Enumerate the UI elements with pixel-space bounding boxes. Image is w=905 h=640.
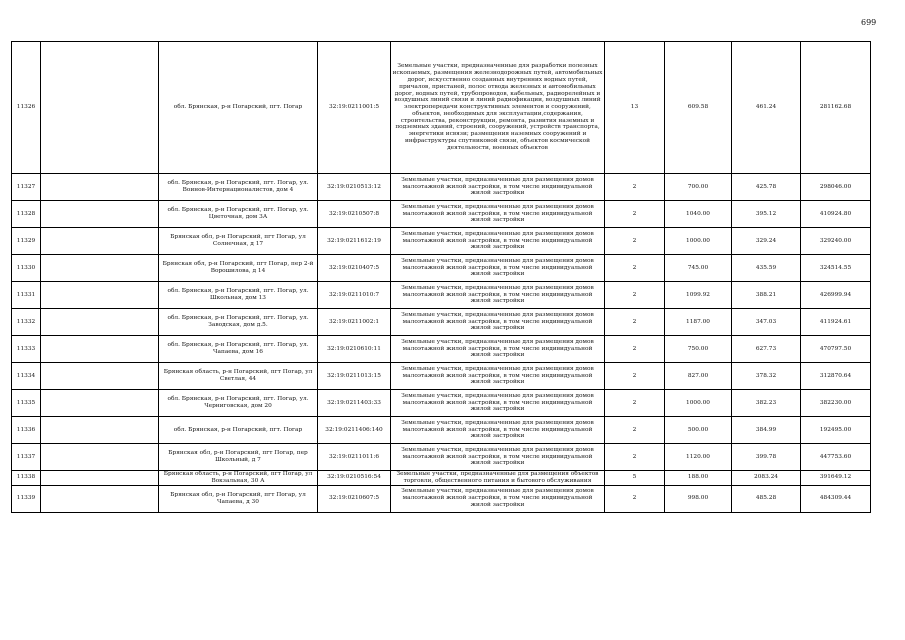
area-cell: 827.00 bbox=[665, 363, 732, 390]
cadastral-value-cell: 447753.60 bbox=[801, 444, 871, 471]
cadastral-number-cell: 32:19:0210507:8 bbox=[318, 201, 391, 228]
land-use-cell: Земельные участки, предназначенные для размещения домов малоэтажной жилой застройки, в том числе индивидуальной жилой застройки bbox=[391, 201, 605, 228]
specific-value-cell: 627.73 bbox=[732, 336, 801, 363]
row-number: 11338 bbox=[12, 471, 41, 486]
area-cell: 1099.92 bbox=[665, 282, 732, 309]
table-row bbox=[12, 201, 871, 228]
group-cell: 2 bbox=[605, 363, 665, 390]
address-cell: Брянская обл, р-н Погарский, пгт Погар, ул Чапаева, д 30 bbox=[159, 485, 318, 512]
cadastral-number-cell: 32:19:0211612:19 bbox=[318, 228, 391, 255]
blank-cell bbox=[41, 228, 159, 255]
specific-value-cell: 384.99 bbox=[732, 417, 801, 444]
blank-cell bbox=[41, 444, 159, 471]
specific-value-cell: 329.24 bbox=[732, 228, 801, 255]
blank-cell bbox=[41, 336, 159, 363]
group-cell: 2 bbox=[605, 444, 665, 471]
cadastral-value-cell: 298046.00 bbox=[801, 174, 871, 201]
cadastral-value-cell: 411924.61 bbox=[801, 309, 871, 336]
blank-cell bbox=[41, 390, 159, 417]
cadastral-number-cell: 32:19:0211011:6 bbox=[318, 444, 391, 471]
cadastral-number-cell: 32:19:0210513:12 bbox=[318, 174, 391, 201]
table-row bbox=[12, 485, 871, 512]
area-cell: 1000.00 bbox=[665, 390, 732, 417]
blank-cell bbox=[41, 485, 159, 512]
specific-value-cell: 378.32 bbox=[732, 363, 801, 390]
group-cell: 13 bbox=[605, 42, 665, 174]
blank-cell bbox=[41, 174, 159, 201]
area-cell: 1187.00 bbox=[665, 309, 732, 336]
table-row bbox=[12, 309, 871, 336]
cadastral-value-cell: 470797.50 bbox=[801, 336, 871, 363]
land-use-cell: Земельные участки, предназначенные для размещения домов малоэтажной жилой застройки, в том числе индивидуальной жилой застройки bbox=[391, 417, 605, 444]
row-number: 11332 bbox=[12, 309, 41, 336]
group-cell: 2 bbox=[605, 336, 665, 363]
table-row bbox=[12, 255, 871, 282]
land-use-cell: Земельные участки, предназначенные для размещения домов малоэтажной жилой застройки, в том числе индивидуальной жилой застройки bbox=[391, 282, 605, 309]
row-number: 11329 bbox=[12, 228, 41, 255]
row-number: 11334 bbox=[12, 363, 41, 390]
cadastral-number-cell: 32:19:0210607:5 bbox=[318, 485, 391, 512]
cadastral-number-cell: 32:19:0211403:33 bbox=[318, 390, 391, 417]
group-cell: 2 bbox=[605, 255, 665, 282]
group-cell: 2 bbox=[605, 282, 665, 309]
table-row bbox=[12, 363, 871, 390]
row-number: 11337 bbox=[12, 444, 41, 471]
specific-value-cell: 485.28 bbox=[732, 485, 801, 512]
group-cell: 2 bbox=[605, 228, 665, 255]
blank-cell bbox=[41, 255, 159, 282]
cadastral-value-cell: 484309.44 bbox=[801, 485, 871, 512]
address-cell: обл. Брянская, р-н Погарский, пгт. Погар bbox=[159, 417, 318, 444]
page-number: 699 bbox=[861, 18, 877, 27]
cadastral-number-cell: 32:19:0211013:15 bbox=[318, 363, 391, 390]
blank-cell bbox=[41, 201, 159, 228]
cadastral-value-cell: 192495.00 bbox=[801, 417, 871, 444]
cadastral-value-cell: 382230.00 bbox=[801, 390, 871, 417]
specific-value-cell: 395.12 bbox=[732, 201, 801, 228]
table-row bbox=[12, 336, 871, 363]
area-cell: 500.00 bbox=[665, 417, 732, 444]
area-cell: 609.58 bbox=[665, 42, 732, 174]
specific-value-cell: 382.23 bbox=[732, 390, 801, 417]
specific-value-cell: 461.24 bbox=[732, 42, 801, 174]
row-number: 11330 bbox=[12, 255, 41, 282]
area-cell: 750.00 bbox=[665, 336, 732, 363]
row-number: 11335 bbox=[12, 390, 41, 417]
blank-cell bbox=[41, 363, 159, 390]
land-use-cell: Земельные участки, предназначенные для размещения домов малоэтажной жилой застройки, в том числе индивидуальной жилой застройки bbox=[391, 309, 605, 336]
address-cell: обл. Брянская, р-н Погарский, пгт. Погар, ул. Черниговская, дом 20 bbox=[159, 390, 318, 417]
blank-cell bbox=[41, 417, 159, 444]
land-use-cell: Земельные участки, предназначенные для размещения домов малоэтажной жилой застройки, в том числе индивидуальной жилой застройки bbox=[391, 485, 605, 512]
address-cell: обл. Брянская, р-н Погарский, пгт. Погар, ул. Чапаева, дом 16 bbox=[159, 336, 318, 363]
table-row bbox=[12, 471, 871, 486]
blank-cell bbox=[41, 42, 159, 174]
address-cell: обл. Брянская, р-н Погарский, пгт. Погар, ул. Цветочная, дом 3А bbox=[159, 201, 318, 228]
table-row bbox=[12, 174, 871, 201]
table-row bbox=[12, 417, 871, 444]
address-cell: обл. Брянская, р-н Погарский, пгт. Погар, ул. Школьная, дом 13 bbox=[159, 282, 318, 309]
cadastral-number-cell: 32:19:0211406:140 bbox=[318, 417, 391, 444]
cadastral-value-cell: 391649.12 bbox=[801, 471, 871, 486]
area-cell: 700.00 bbox=[665, 174, 732, 201]
row-number: 11328 bbox=[12, 201, 41, 228]
table-row bbox=[12, 42, 871, 174]
row-number: 11333 bbox=[12, 336, 41, 363]
cadastral-value-cell: 410924.80 bbox=[801, 201, 871, 228]
land-use-cell: Земельные участки, предназначенные для разработки полезных ископаемых, размещения железнодорожных путей, автомобильных дорог, искусственно созданных внутренних водных путей, причалов, пристаней, полос отвода железных и автомобильных дорог, водных путей, трубопроводов, кабельных, радиорелейных и воздушных линий связи и линий радиофикации, воздушных линий электропередачи конструктивных элементов и сооружений, объектов, необходимых для эксплуатации,содержания, строительства, реконструкции, ремонта, развития наземных и подземных зданий, строений, сооружений, устройств транспорта, энергетики исвязи; размещения наземных сооружений и инфраструктуры спутниковой связи, объектов космической деятельности, военных объектов bbox=[391, 42, 605, 174]
address-cell: обл. Брянская, р-н Погарский, пгт. Погар, ул. Воинов-Интернационалистов, дом 4 bbox=[159, 174, 318, 201]
land-use-cell: Земельные участки, предназначенные для размещения домов малоэтажной жилой застройки, в том числе индивидуальной жилой застройки bbox=[391, 255, 605, 282]
table-row bbox=[12, 444, 871, 471]
address-cell: Брянская область, р-н Погарский, пгт Погар, ул Вокзальная, 30 А bbox=[159, 471, 318, 486]
address-cell: Брянская обл, р-н Погарский, пгт Погар, пер Школьный, д 7 bbox=[159, 444, 318, 471]
cadastral-value-table bbox=[11, 41, 871, 513]
land-use-cell: Земельные участки, предназначенные для размещения домов малоэтажной жилой застройки, в том числе индивидуальной жилой застройки bbox=[391, 390, 605, 417]
specific-value-cell: 2083.24 bbox=[732, 471, 801, 486]
group-cell: 2 bbox=[605, 201, 665, 228]
address-cell: Брянская область, р-н Погарский, пгт Погар, ул Светлая, 44 bbox=[159, 363, 318, 390]
blank-cell bbox=[41, 471, 159, 486]
cadastral-number-cell: 32:19:0211010:7 bbox=[318, 282, 391, 309]
cadastral-number-cell: 32:19:0211001:5 bbox=[318, 42, 391, 174]
specific-value-cell: 347.03 bbox=[732, 309, 801, 336]
address-cell: Брянская обл, р-н Погарский, пгт Погар, ул Солнечная, д 17 bbox=[159, 228, 318, 255]
group-cell: 2 bbox=[605, 485, 665, 512]
cadastral-value-cell: 312870.64 bbox=[801, 363, 871, 390]
specific-value-cell: 425.78 bbox=[732, 174, 801, 201]
blank-cell bbox=[41, 282, 159, 309]
land-use-cell: Земельные участки, предназначенные для размещения домов малоэтажной жилой застройки, в том числе индивидуальной жилой застройки bbox=[391, 174, 605, 201]
cadastral-value-cell: 329240.00 bbox=[801, 228, 871, 255]
area-cell: 1000.00 bbox=[665, 228, 732, 255]
land-use-cell: Земельные участки, предназначенные для размещения объектов торговли, общественного питания и бытового обслуживания bbox=[391, 471, 605, 486]
cadastral-number-cell: 32:19:0210516:54 bbox=[318, 471, 391, 486]
table-row bbox=[12, 282, 871, 309]
cadastral-value-cell: 426999.94 bbox=[801, 282, 871, 309]
specific-value-cell: 399.78 bbox=[732, 444, 801, 471]
address-cell: Брянская обл, р-н Погарский, пгт Погар, пер 2-й Ворошилова, д 14 bbox=[159, 255, 318, 282]
land-use-cell: Земельные участки, предназначенные для размещения домов малоэтажной жилой застройки, в том числе индивидуальной жилой застройки bbox=[391, 444, 605, 471]
area-cell: 1040.00 bbox=[665, 201, 732, 228]
cadastral-number-cell: 32:19:0210610:11 bbox=[318, 336, 391, 363]
table-row bbox=[12, 228, 871, 255]
land-use-cell: Земельные участки, предназначенные для размещения домов малоэтажной жилой застройки, в том числе индивидуальной жилой застройки bbox=[391, 363, 605, 390]
table-body bbox=[12, 42, 871, 513]
blank-cell bbox=[41, 309, 159, 336]
area-cell: 998.00 bbox=[665, 485, 732, 512]
address-cell: обл. Брянская, р-н Погарский, пгт. Погар bbox=[159, 42, 318, 174]
cadastral-number-cell: 32:19:0210407:5 bbox=[318, 255, 391, 282]
group-cell: 2 bbox=[605, 174, 665, 201]
specific-value-cell: 435.59 bbox=[732, 255, 801, 282]
row-number: 11326 bbox=[12, 42, 41, 174]
row-number: 11331 bbox=[12, 282, 41, 309]
area-cell: 745.00 bbox=[665, 255, 732, 282]
cadastral-value-cell: 324514.55 bbox=[801, 255, 871, 282]
row-number: 11339 bbox=[12, 485, 41, 512]
cadastral-value-cell: 281162.68 bbox=[801, 42, 871, 174]
row-number: 11336 bbox=[12, 417, 41, 444]
table-row bbox=[12, 390, 871, 417]
area-cell: 1120.00 bbox=[665, 444, 732, 471]
land-use-cell: Земельные участки, предназначенные для размещения домов малоэтажной жилой застройки, в том числе индивидуальной жилой застройки bbox=[391, 336, 605, 363]
area-cell: 188.00 bbox=[665, 471, 732, 486]
specific-value-cell: 388.21 bbox=[732, 282, 801, 309]
group-cell: 2 bbox=[605, 390, 665, 417]
group-cell: 2 bbox=[605, 417, 665, 444]
group-cell: 5 bbox=[605, 471, 665, 486]
group-cell: 2 bbox=[605, 309, 665, 336]
land-use-cell: Земельные участки, предназначенные для размещения домов малоэтажной жилой застройки, в том числе индивидуальной жилой застройки bbox=[391, 228, 605, 255]
cadastral-number-cell: 32:19:0211002:1 bbox=[318, 309, 391, 336]
row-number: 11327 bbox=[12, 174, 41, 201]
address-cell: обл. Брянская, р-н Погарский, пгт. Погар, ул. Заводская, дом д.5. bbox=[159, 309, 318, 336]
